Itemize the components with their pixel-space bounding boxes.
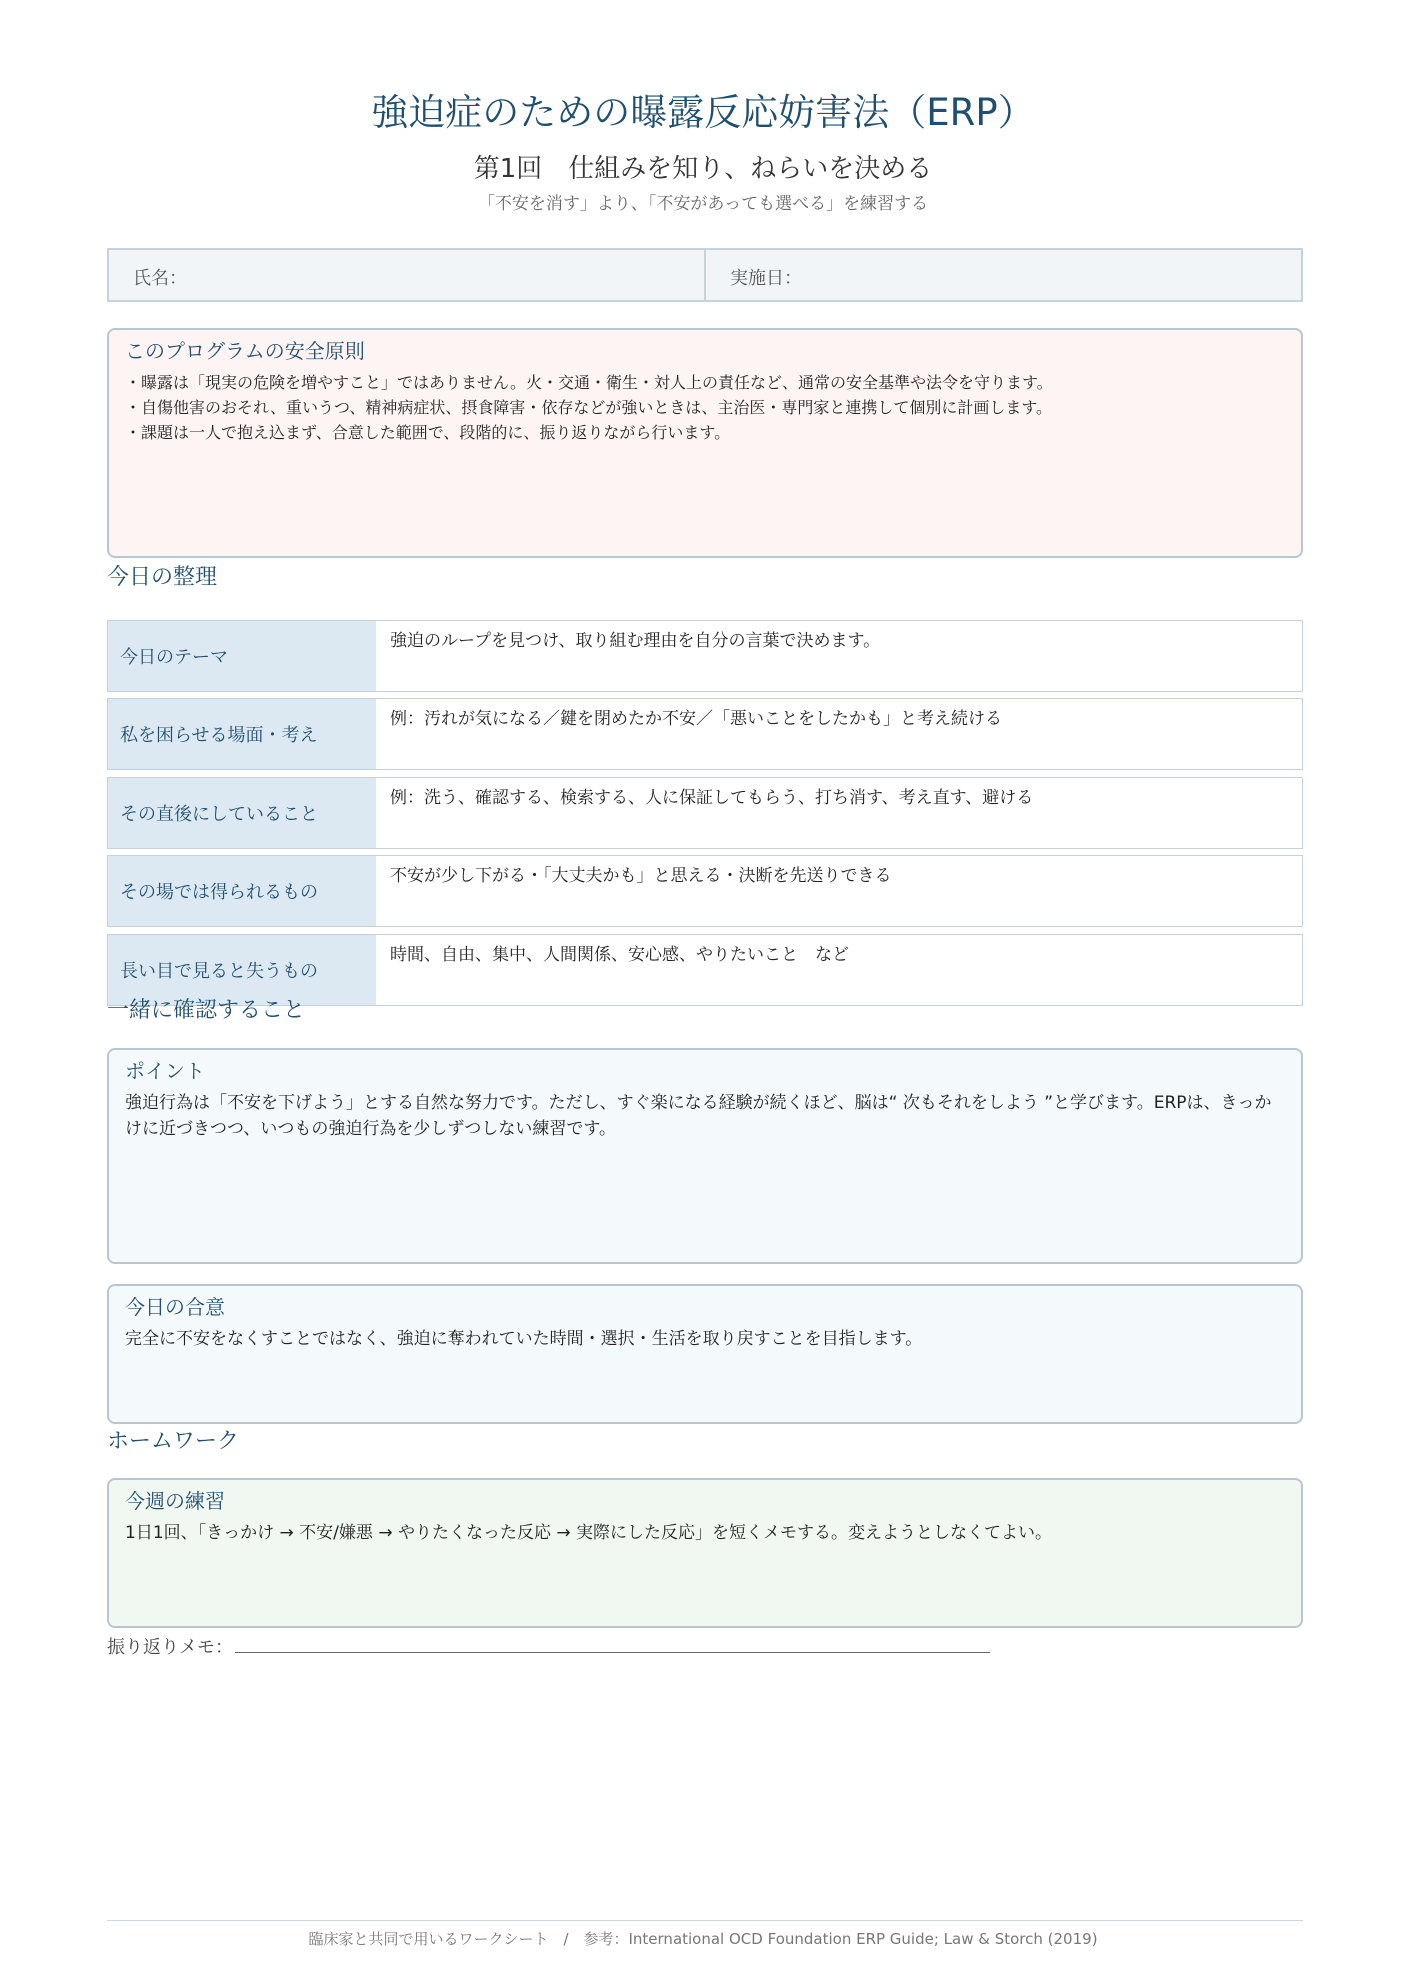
agreement-title: 今日の合意: [125, 1295, 225, 1319]
today-row-situation: [107, 698, 1303, 770]
row-value[interactable]: 例：洗う、確認する、検索する、人に保証してもらう、打ち消す、考え直す、避ける: [390, 788, 1034, 808]
safety-list: [125, 370, 1285, 445]
row-value[interactable]: 不安が少し下がる・「大丈夫かも」と思える・決断を先送りできる: [390, 866, 892, 886]
safety-item: ・課題は一人で抱え込まず、合意した範囲で、段階的に、振り返りながら行います。: [125, 423, 731, 442]
row-label: その場では得られるもの: [108, 856, 376, 926]
practice-box: [107, 1478, 1303, 1628]
memo-line[interactable]: [235, 1636, 990, 1653]
page-title: 強迫症のための曝露反応妨害法（ERP）: [371, 91, 1035, 134]
row-label: 私を困らせる場面・考え: [108, 699, 376, 769]
date-label: 実施日：: [730, 268, 802, 289]
row-label: その直後にしていること: [108, 778, 376, 848]
row-value[interactable]: 強迫のループを見つけ、取り組む理由を自分の言葉で決めます。: [390, 631, 881, 651]
footer-note: 臨床家と共同で用いるワークシート / 参考：International OCD Foundation ERP Guide; Law & Storch (2019): [308, 1930, 1098, 1948]
agreement-box: [107, 1284, 1303, 1424]
name-field[interactable]: [109, 250, 704, 300]
today-row-behavior: [107, 777, 1303, 849]
point-box: [107, 1048, 1303, 1264]
today-heading: 今日の整理: [107, 565, 218, 590]
name-label: 氏名：: [133, 268, 187, 289]
point-text: 強迫行為は「不安を下げよう」とする自然な努力です。ただし、すぐ楽になる経験が続くほど、脳は“ 次もそれをしよう ”と学びます。ERPは、きっかけに近づきつつ、いつもの強迫行為を少しずつしない練習です。: [125, 1093, 1272, 1139]
safety-title: このプログラムの安全原則: [125, 339, 365, 363]
safety-box: [107, 328, 1303, 558]
row-value[interactable]: 例：汚れが気になる／鍵を閉めたか不安／「悪いことをしたかも」と考え続ける: [390, 709, 1002, 729]
agreement-text: 完全に不安をなくすことではなく、強迫に奪われていた時間・選択・生活を取り戻すことを目指します。: [125, 1329, 923, 1349]
session-lead: 「不安を消す」より、「不安があっても選べる」を練習する: [477, 194, 929, 214]
practice-text: 1日1回、「きっかけ → 不安/嫌悪 → やりたくなった反応 → 実際にした反応」を短くメモする。変えようとしなくてよい。: [125, 1523, 1053, 1543]
confirm-heading: 一緒に確認すること: [107, 998, 306, 1023]
row-label: 今日のテーマ: [108, 621, 376, 691]
today-row-gain: [107, 855, 1303, 927]
date-field[interactable]: [704, 250, 1301, 300]
point-title: ポイント: [125, 1059, 205, 1083]
practice-title: 今週の練習: [125, 1489, 225, 1513]
today-row-theme: [107, 620, 1303, 692]
memo-label: 振り返りメモ：: [107, 1637, 233, 1658]
safety-item: ・自傷他害のおそれ、重いうつ、精神病症状、摂食障害・依存などが強いときは、主治医・専門家と連携して個別に計画します。: [125, 398, 1053, 417]
reflection-memo: [107, 1633, 990, 1659]
session-subtitle: 第1回 仕組みを知り、ねらいを決める: [473, 154, 933, 184]
row-value[interactable]: 時間、自由、集中、人間関係、安心感、やりたいこと など: [390, 945, 849, 965]
row-label: 長い目で見ると失うもの: [108, 935, 376, 1005]
homework-heading: ホームワーク: [107, 1429, 240, 1454]
safety-item: ・曝露は「現実の危険を増やすこと」ではありません。火・交通・衛生・対人上の責任など、通常の安全基準や法令を守ります。: [125, 373, 1053, 392]
footer-divider: [107, 1920, 1303, 1921]
info-bar: [107, 248, 1303, 302]
